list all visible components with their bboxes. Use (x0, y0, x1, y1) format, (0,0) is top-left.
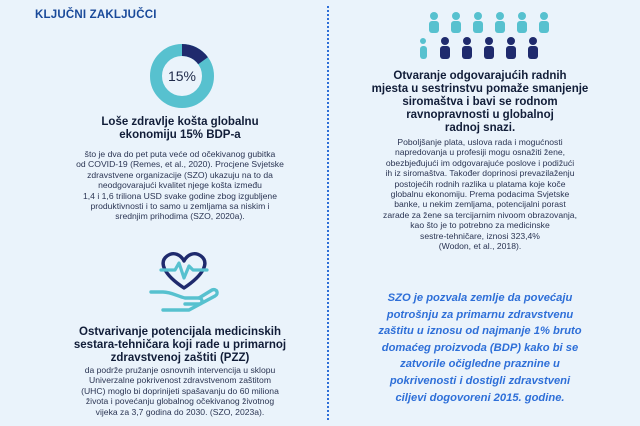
jobs-body (345, 137, 615, 251)
nurses-potential-title (55, 326, 305, 365)
title-line: zdravstvenoj zaštiti (PZZ) (110, 352, 250, 364)
body-line: vijeka za 3,7 godina do 2030. (SZO, 2023a). (95, 406, 265, 417)
body-line: banke, u nekim zemljama, potencijalni porast (394, 199, 566, 210)
body-line: (Wodon, et al., 2018). (438, 241, 522, 252)
body-line: 1,4 i 1,6 triliona USD svake godine zbog izgubljene (83, 190, 277, 201)
body-line: Univerzalne pokrivenost zdravstvenom zaštitom (89, 375, 271, 386)
callout-line: SZO je pozvala zemlje da povećaju (387, 292, 573, 304)
donut-percent-label: 15% (167, 68, 197, 84)
body-line: što je dva do pet puta veće od očekivanog gubitka (84, 149, 276, 159)
body-line: napredovanja u profesiji mogu osnažiti žene, (394, 147, 566, 158)
column-divider (327, 6, 329, 420)
callout-line: zaštitu u iznosu od najmanje 1% bruto (378, 325, 582, 338)
title-line: mjesta u sestrinstvu pomaže smanjenje (371, 83, 589, 95)
body-line: ih iz siromaštva. Također doprinosi prevazilaženju (385, 168, 575, 179)
people-group-icon (420, 10, 550, 62)
title-line: ravnopravnosti u globalnoj (406, 109, 554, 121)
heart-in-hand-icon (145, 248, 223, 316)
percent-donut-chart (148, 42, 216, 110)
body-line: kao što je to potrebno za medicinske (410, 220, 550, 231)
who-callout (345, 290, 615, 406)
body-line: postojećih rodnih razlika u platama koje koče (394, 178, 566, 189)
body-line: zdravstvene organizacije (SZO) ukazuju na to da (87, 169, 273, 180)
loss-title (55, 116, 305, 142)
body-line: srednjim prihodima (SZO, 2020a). (115, 211, 245, 222)
title-line: radnoj snazi. (444, 122, 516, 134)
callout-line: potrošnju za primarnu zdravstvenu (386, 308, 574, 321)
body-line: sestre-tehničare, iznosi 323,4% (420, 230, 540, 241)
callout-line: pokrivenosti i dostigli zdravstveni (389, 374, 571, 387)
title-line: Ostvarivanje potencijala medicinskih (79, 326, 281, 338)
body-line: zarade za žene sa tercijarnim nivoom obrazovanja, (383, 209, 577, 220)
body-line: od COVID-19 (Remes, et al., 2020). Procjene Svjetske (76, 159, 284, 170)
body-line: Poboljšanje plata, uslova rada i mogućnosti (397, 137, 563, 147)
body-line: globalnu ekonomiju. Prema podacima Svjetske (390, 189, 570, 200)
body-line: produktivnosti i to samo u zemljama sa niskim i (90, 201, 270, 212)
loss-title-line: ekonomiju 15% BDP-a (119, 129, 241, 141)
title-line: sestara-tehničara koji rade u primarnoj (73, 339, 287, 351)
callout-line: zatvorile očigledne praznine u (400, 358, 560, 371)
loss-title-line: Loše zdravlje košta globalnu (101, 116, 259, 128)
body-line: da podrže pružanje osnovnih intervencija u sklopu (84, 365, 276, 375)
body-line: neodgovarajući kvalitet njege košta između (98, 180, 262, 191)
callout-line: domaćeg proizvoda (BDP) kako bi se (381, 341, 579, 354)
section-header: KLJUČNI ZAKLJUČCI (35, 9, 157, 21)
body-line: života i povećanju globalnog očekivanog životnog (85, 396, 275, 407)
title-line: Otvaranje odgovarajućih radnih (393, 70, 567, 82)
jobs-title (345, 70, 615, 135)
title-line: siromaštva i bavi se rodnom (402, 96, 558, 108)
callout-line: ciljevi dogovoreni 2015. godine. (395, 391, 565, 404)
body-line: obezbjeđujući im odgovarajuće poslove i podižući (385, 157, 575, 168)
body-line: (UHC) moglo bi doprinijeti spašavanju do 60 miliona (81, 385, 279, 396)
nurses-potential-body (55, 365, 305, 417)
loss-body (55, 149, 305, 222)
